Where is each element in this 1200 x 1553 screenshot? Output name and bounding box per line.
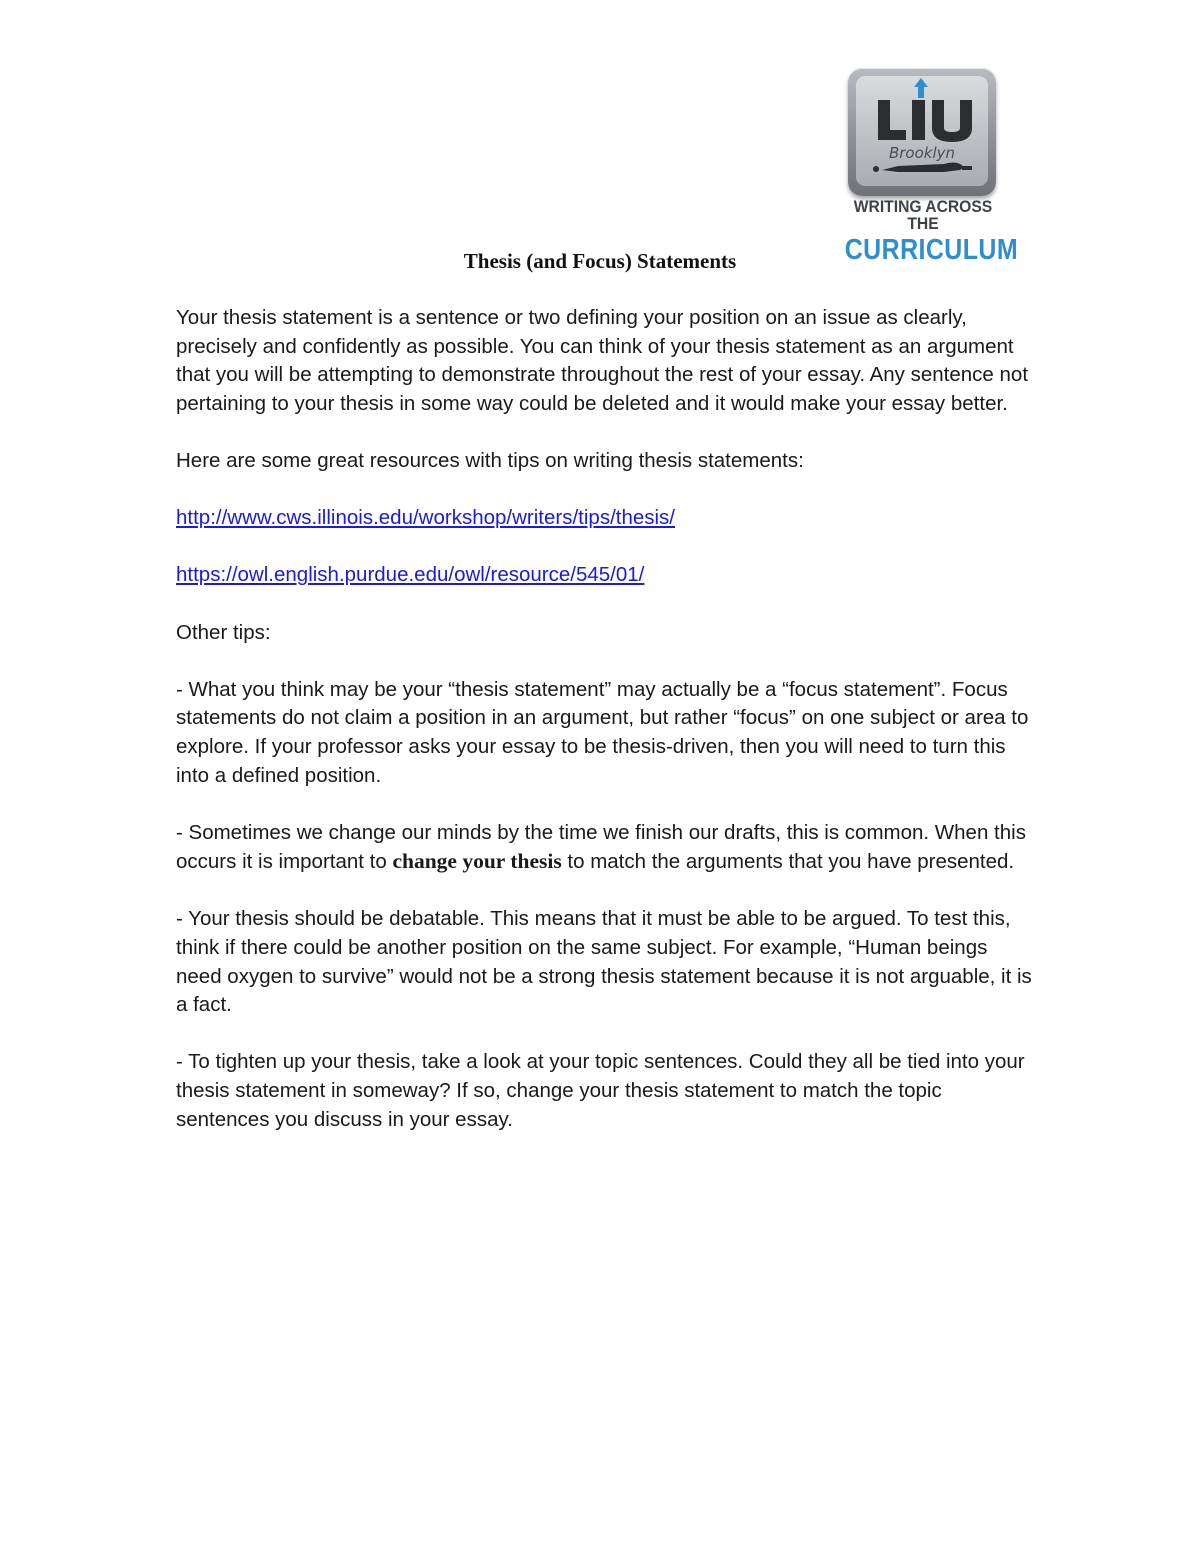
resource-link-item: [176, 561, 1036, 590]
resource-link-item: [176, 504, 1036, 533]
other-tips-heading: Other tips:: [176, 620, 271, 644]
tip-paragraph: - What you think may be your “thesis statement” may actually be a “focus statement”. Focus statements do not claim a position in an argument, but rather “focus” on one subject or area to explore. If your professor asks your essay to be thesis-driven, then you will need to turn this into a defined position.: [176, 677, 1029, 787]
svg-text:Brooklyn: Brooklyn: [888, 144, 956, 162]
tip-paragraph: - Your thesis should be debatable. This means that it must be able to be argued. To test this, think if there could be another position on the same subject. For example, “Human beings need oxygen to survive” would not be a strong thesis statement because it is not arguable, it is a fact.: [176, 907, 1032, 1017]
purdue-owl-link[interactable]: https://owl.english.purdue.edu/owl/resource/545/01/: [176, 563, 645, 587]
document-body: [176, 304, 1036, 1163]
logo-line-1: WRITING ACROSS THE: [853, 197, 993, 233]
page-title: Thesis (and Focus) Statements: [463, 249, 737, 273]
intro-paragraph: Your thesis statement is a sentence or two defining your position on an issue as clearly, precisely and confidently as possible. You can think of your thesis statement as an argument that you will be attempting to demonstrate throughout the rest of your essay. Any sentence not pertaining to your thesis in some way could be deleted and it would make your essay better.: [176, 306, 1029, 415]
illinois-thesis-link[interactable]: http://www.cws.illinois.edu/workshop/writers/tips/thesis/: [176, 506, 676, 530]
tip-text: - Sometimes we change our minds by the time we finish our drafts, this is common. When this occurs it is important to: [176, 820, 1026, 874]
logo-line-2: CURRICULUM: [844, 234, 1019, 266]
tip-paragraph: [176, 819, 1036, 877]
liu-brooklyn-mark-icon: [848, 72, 996, 190]
liu-writing-across-the-curriculum-logo: [832, 66, 1019, 266]
resources-intro: Here are some great resources with tips on writing thesis statements:: [176, 448, 804, 472]
tip-paragraph: - To tighten up your thesis, take a look at your topic sentences. Could they all be tied into your thesis statement in someway? If so, change your thesis statement to match the topic sentences you discuss in your essay.: [176, 1050, 1025, 1131]
logo-tile: [848, 68, 996, 196]
tip-emphasis: change your thesis: [392, 849, 562, 874]
tip-text: to match the arguments that you have presented.: [561, 850, 1015, 874]
